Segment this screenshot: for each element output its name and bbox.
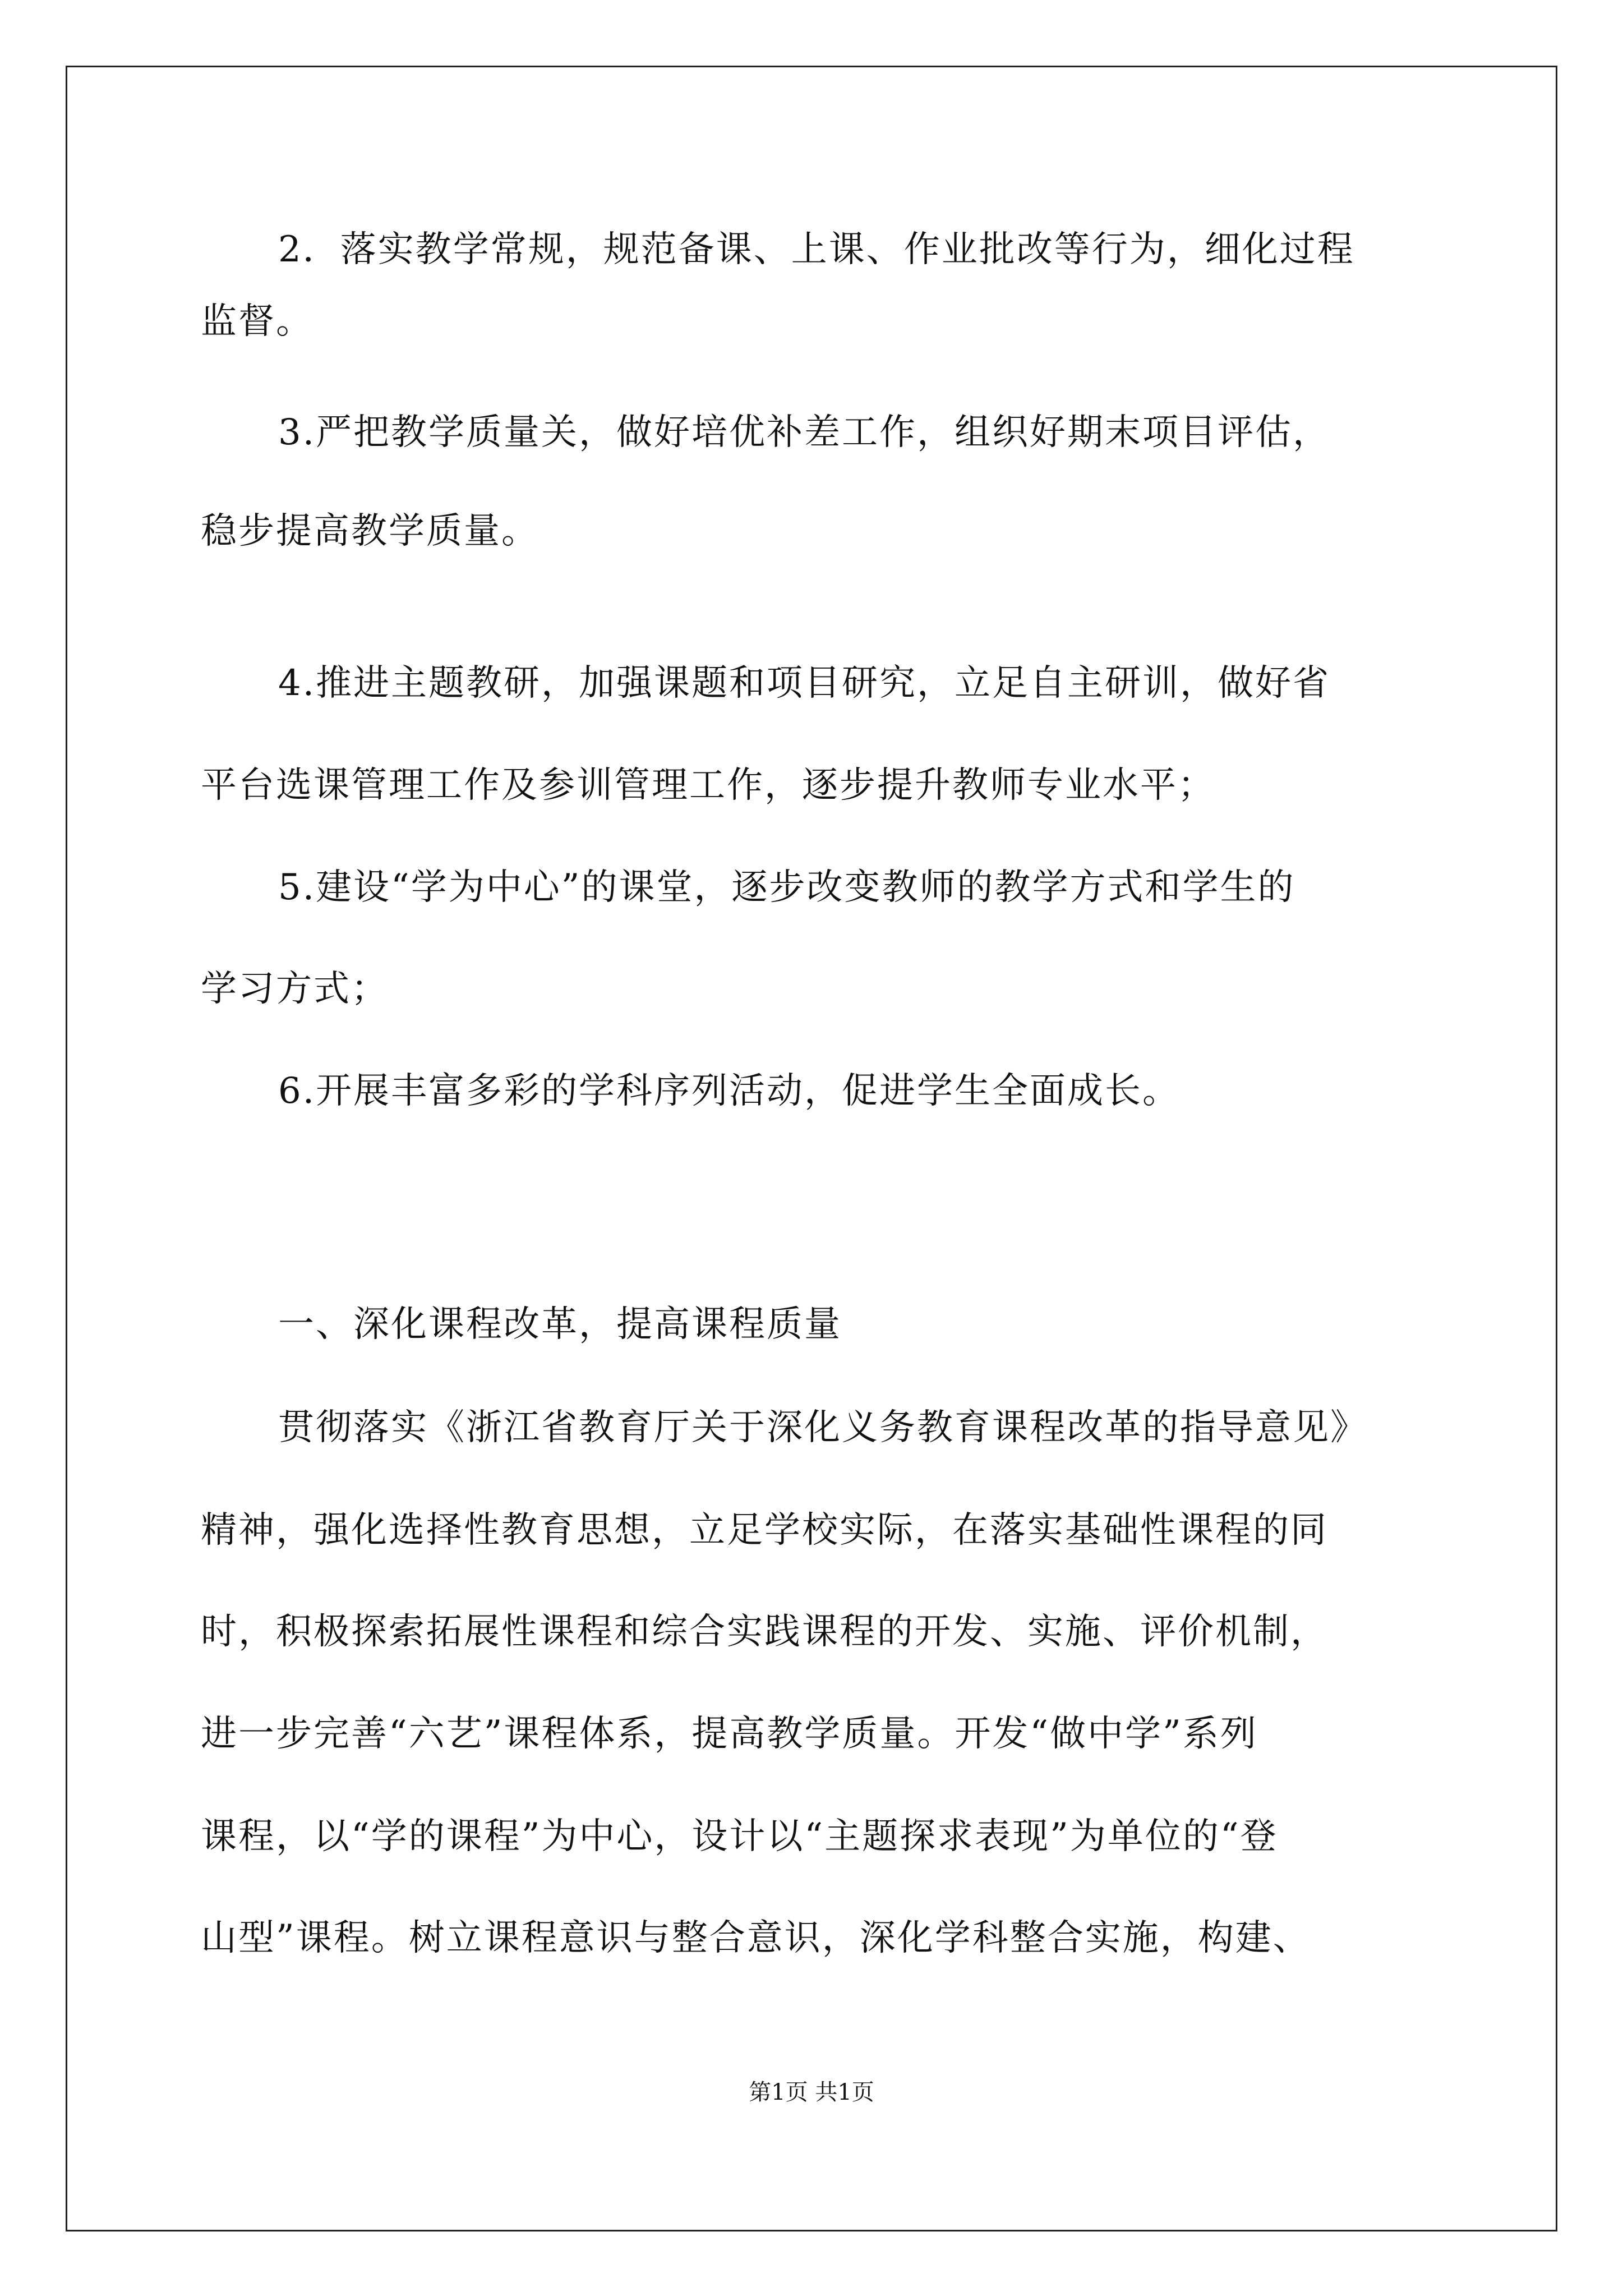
paragraph-4-line-1: 4.推进主题教研，加强课题和项目研究，立足自主研训，做好省 (278, 662, 1331, 704)
page-footer: 第1页 共1页 (749, 2079, 874, 2105)
paragraph-6-line-1: 6.开展丰富多彩的学科序列活动，促进学生全面成长。 (278, 1070, 1181, 1112)
body-line-5: 课程，以“学的课程”为中心，设计以“主题探求表现”为单位的“登 (201, 1816, 1278, 1857)
paragraph-5-line-2: 学习方式； (201, 968, 389, 1010)
page-frame (66, 66, 1557, 2231)
body-line-3: 时，积极探索拓展性课程和综合实践课程的开发、实施、评价机制， (201, 1611, 1328, 1653)
section-heading: 一、深化课程改革，提高课程质量 (278, 1304, 842, 1345)
body-line-6: 山型”课程。树立课程意识与整合意识，深化学科整合实施，构建、 (201, 1917, 1311, 1959)
paragraph-2-line-1: 2．落实教学常规，规范备课、上课、作业批改等行为，细化过程 (278, 229, 1355, 270)
body-line-1: 贯彻落实《浙江省教育厅关于深化义务教育课程改革的指导意见》 (278, 1407, 1368, 1448)
paragraph-2-line-2: 监督。 (201, 301, 313, 342)
paragraph-5-line-1: 5.建设“学为中心”的课堂，逐步改变教师的教学方式和学生的 (278, 867, 1295, 908)
body-line-2: 精神，强化选择性教育思想，立足学校实际，在落实基础性课程的同 (201, 1510, 1328, 1551)
paragraph-3-line-2: 稳步提高教学质量。 (201, 510, 539, 552)
paragraph-3-line-1: 3.严把教学质量关，做好培优补差工作，组织好期末项目评估， (278, 412, 1331, 453)
paragraph-4-line-2: 平台选课管理工作及参训管理工作，逐步提升教师专业水平； (201, 765, 1215, 806)
body-line-4: 进一步完善“六艺”课程体系，提高教学质量。开发“做中学”系列 (201, 1713, 1258, 1755)
